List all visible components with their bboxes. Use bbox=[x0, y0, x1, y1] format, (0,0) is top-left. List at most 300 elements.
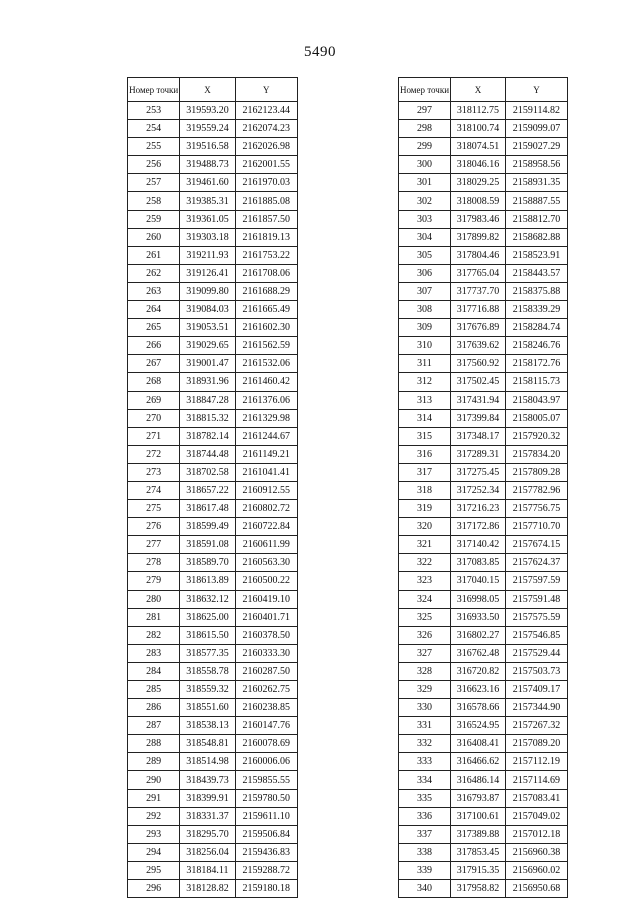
cell-x: 318558.78 bbox=[180, 662, 235, 680]
table-row bbox=[399, 355, 568, 373]
cell-x: 316762.48 bbox=[451, 644, 506, 662]
table-row bbox=[399, 644, 568, 662]
cell-y: 2161708.06 bbox=[235, 264, 297, 282]
table-row bbox=[128, 825, 298, 843]
cell-y: 2157920.32 bbox=[506, 427, 568, 445]
table-row bbox=[399, 681, 568, 699]
cell-y: 2160078.69 bbox=[235, 735, 297, 753]
cell-point-number: 313 bbox=[399, 391, 451, 409]
cell-y: 2160147.76 bbox=[235, 717, 297, 735]
cell-y: 2161562.59 bbox=[235, 337, 297, 355]
cell-point-number: 288 bbox=[128, 735, 180, 753]
cell-x: 319053.51 bbox=[180, 319, 235, 337]
cell-y: 2157591.48 bbox=[506, 590, 568, 608]
cell-x: 318657.22 bbox=[180, 481, 235, 499]
cell-point-number: 272 bbox=[128, 445, 180, 463]
cell-y: 2157344.90 bbox=[506, 699, 568, 717]
cell-x: 317289.31 bbox=[451, 445, 506, 463]
table-row bbox=[128, 174, 298, 192]
cell-x: 319029.65 bbox=[180, 337, 235, 355]
cell-x: 318538.13 bbox=[180, 717, 235, 735]
cell-y: 2157083.41 bbox=[506, 789, 568, 807]
cell-y: 2162074.23 bbox=[235, 120, 297, 138]
table-row bbox=[128, 807, 298, 825]
table-row bbox=[128, 246, 298, 264]
cell-point-number: 271 bbox=[128, 427, 180, 445]
cell-x: 319001.47 bbox=[180, 355, 235, 373]
cell-point-number: 292 bbox=[128, 807, 180, 825]
cell-x: 317275.45 bbox=[451, 463, 506, 481]
cell-point-number: 324 bbox=[399, 590, 451, 608]
table-row bbox=[128, 481, 298, 499]
cell-y: 2160611.99 bbox=[235, 536, 297, 554]
cell-point-number: 336 bbox=[399, 807, 451, 825]
cell-x: 317853.45 bbox=[451, 843, 506, 861]
cell-point-number: 287 bbox=[128, 717, 180, 735]
table-row bbox=[399, 626, 568, 644]
table-row bbox=[128, 156, 298, 174]
table-row bbox=[399, 662, 568, 680]
cell-point-number: 253 bbox=[128, 102, 180, 120]
cell-x: 319099.80 bbox=[180, 282, 235, 300]
table-row bbox=[128, 500, 298, 518]
table-row bbox=[128, 391, 298, 409]
cell-y: 2158812.70 bbox=[506, 210, 568, 228]
cell-point-number: 300 bbox=[399, 156, 451, 174]
cell-y: 2160722.84 bbox=[235, 518, 297, 536]
table-row bbox=[399, 861, 568, 879]
cell-x: 316802.27 bbox=[451, 626, 506, 644]
cell-point-number: 332 bbox=[399, 735, 451, 753]
cell-y: 2160287.50 bbox=[235, 662, 297, 680]
table-header-row bbox=[128, 78, 298, 102]
cell-y: 2160333.30 bbox=[235, 644, 297, 662]
cell-y: 2160006.06 bbox=[235, 753, 297, 771]
cell-x: 318632.12 bbox=[180, 590, 235, 608]
cell-point-number: 270 bbox=[128, 409, 180, 427]
cell-x: 318617.48 bbox=[180, 500, 235, 518]
cell-point-number: 301 bbox=[399, 174, 451, 192]
cell-point-number: 282 bbox=[128, 626, 180, 644]
cell-x: 318615.50 bbox=[180, 626, 235, 644]
cell-y: 2158375.88 bbox=[506, 282, 568, 300]
cell-point-number: 308 bbox=[399, 301, 451, 319]
table-row bbox=[399, 156, 568, 174]
cell-y: 2157674.15 bbox=[506, 536, 568, 554]
table-row bbox=[128, 735, 298, 753]
cell-point-number: 265 bbox=[128, 319, 180, 337]
cell-y: 2157575.59 bbox=[506, 608, 568, 626]
table-row bbox=[399, 735, 568, 753]
cell-point-number: 290 bbox=[128, 771, 180, 789]
cell-y: 2158931.35 bbox=[506, 174, 568, 192]
table-row bbox=[128, 753, 298, 771]
cell-point-number: 337 bbox=[399, 825, 451, 843]
cell-point-number: 283 bbox=[128, 644, 180, 662]
cell-y: 2157782.96 bbox=[506, 481, 568, 499]
table-row bbox=[128, 843, 298, 861]
table-row bbox=[128, 301, 298, 319]
table-header-row bbox=[399, 78, 568, 102]
cell-point-number: 268 bbox=[128, 373, 180, 391]
table-row bbox=[399, 427, 568, 445]
cell-point-number: 323 bbox=[399, 572, 451, 590]
cell-point-number: 340 bbox=[399, 880, 451, 898]
table-row bbox=[399, 174, 568, 192]
cell-y: 2161602.30 bbox=[235, 319, 297, 337]
cell-x: 317716.88 bbox=[451, 301, 506, 319]
cell-point-number: 293 bbox=[128, 825, 180, 843]
cell-point-number: 299 bbox=[399, 138, 451, 156]
cell-point-number: 263 bbox=[128, 282, 180, 300]
cell-x: 318046.16 bbox=[451, 156, 506, 174]
cell-point-number: 280 bbox=[128, 590, 180, 608]
table-row bbox=[128, 644, 298, 662]
cell-x: 318589.70 bbox=[180, 554, 235, 572]
cell-y: 2160378.50 bbox=[235, 626, 297, 644]
cell-y: 2156960.38 bbox=[506, 843, 568, 861]
cell-x: 318439.73 bbox=[180, 771, 235, 789]
cell-point-number: 333 bbox=[399, 753, 451, 771]
cell-x: 318295.70 bbox=[180, 825, 235, 843]
table-row bbox=[399, 880, 568, 898]
table-row bbox=[128, 608, 298, 626]
table-row bbox=[128, 536, 298, 554]
cell-x: 319211.93 bbox=[180, 246, 235, 264]
cell-y: 2161329.98 bbox=[235, 409, 297, 427]
table-row bbox=[399, 120, 568, 138]
cell-x: 317983.46 bbox=[451, 210, 506, 228]
cell-y: 2158339.29 bbox=[506, 301, 568, 319]
table-row bbox=[399, 391, 568, 409]
cell-y: 2157089.20 bbox=[506, 735, 568, 753]
cell-y: 2157834.20 bbox=[506, 445, 568, 463]
table-row bbox=[128, 789, 298, 807]
table-row bbox=[399, 282, 568, 300]
table-body bbox=[399, 102, 568, 898]
table-row bbox=[128, 319, 298, 337]
cell-x: 318577.35 bbox=[180, 644, 235, 662]
table-row bbox=[128, 662, 298, 680]
cell-point-number: 295 bbox=[128, 861, 180, 879]
cell-y: 2159027.29 bbox=[506, 138, 568, 156]
table-row bbox=[128, 880, 298, 898]
cell-x: 317083.85 bbox=[451, 554, 506, 572]
cell-point-number: 289 bbox=[128, 753, 180, 771]
cell-y: 2161857.50 bbox=[235, 210, 297, 228]
cell-point-number: 322 bbox=[399, 554, 451, 572]
table-body bbox=[128, 102, 298, 898]
cell-x: 317639.62 bbox=[451, 337, 506, 355]
cell-y: 2161041.41 bbox=[235, 463, 297, 481]
cell-x: 319461.60 bbox=[180, 174, 235, 192]
cell-y: 2157624.37 bbox=[506, 554, 568, 572]
header-point-number: Номер точки bbox=[128, 78, 180, 102]
table-row bbox=[128, 681, 298, 699]
table-row bbox=[128, 427, 298, 445]
cell-y: 2161970.03 bbox=[235, 174, 297, 192]
cell-x: 316623.16 bbox=[451, 681, 506, 699]
table-row bbox=[399, 608, 568, 626]
cell-point-number: 254 bbox=[128, 120, 180, 138]
page-number: 5490 bbox=[304, 44, 336, 60]
cell-y: 2158005.07 bbox=[506, 409, 568, 427]
cell-x: 319361.05 bbox=[180, 210, 235, 228]
cell-y: 2157546.85 bbox=[506, 626, 568, 644]
table-row bbox=[399, 337, 568, 355]
cell-x: 317915.35 bbox=[451, 861, 506, 879]
cell-point-number: 277 bbox=[128, 536, 180, 554]
cell-y: 2161885.08 bbox=[235, 192, 297, 210]
cell-y: 2157597.59 bbox=[506, 572, 568, 590]
table-row bbox=[399, 264, 568, 282]
cell-x: 319126.41 bbox=[180, 264, 235, 282]
cell-y: 2157114.69 bbox=[506, 771, 568, 789]
cell-x: 319559.24 bbox=[180, 120, 235, 138]
cell-x: 316793.87 bbox=[451, 789, 506, 807]
cell-y: 2157049.02 bbox=[506, 807, 568, 825]
cell-point-number: 304 bbox=[399, 228, 451, 246]
cell-x: 318128.82 bbox=[180, 880, 235, 898]
cell-x: 318847.28 bbox=[180, 391, 235, 409]
table-row bbox=[128, 626, 298, 644]
cell-y: 2161819.13 bbox=[235, 228, 297, 246]
cell-x: 318591.08 bbox=[180, 536, 235, 554]
cell-point-number: 258 bbox=[128, 192, 180, 210]
table-row bbox=[399, 825, 568, 843]
table-row bbox=[399, 246, 568, 264]
cell-x: 318331.37 bbox=[180, 807, 235, 825]
cell-y: 2157012.18 bbox=[506, 825, 568, 843]
cell-y: 2157809.28 bbox=[506, 463, 568, 481]
table-row bbox=[399, 102, 568, 120]
cell-point-number: 274 bbox=[128, 481, 180, 499]
cell-x: 317804.46 bbox=[451, 246, 506, 264]
header-y: Y bbox=[506, 78, 568, 102]
cell-x: 317676.89 bbox=[451, 319, 506, 337]
cell-x: 319516.58 bbox=[180, 138, 235, 156]
table-row bbox=[128, 120, 298, 138]
cell-point-number: 296 bbox=[128, 880, 180, 898]
cell-x: 318559.32 bbox=[180, 681, 235, 699]
cell-x: 317765.04 bbox=[451, 264, 506, 282]
cell-x: 318702.58 bbox=[180, 463, 235, 481]
cell-point-number: 285 bbox=[128, 681, 180, 699]
cell-point-number: 316 bbox=[399, 445, 451, 463]
cell-point-number: 307 bbox=[399, 282, 451, 300]
cell-x: 316486.14 bbox=[451, 771, 506, 789]
cell-point-number: 311 bbox=[399, 355, 451, 373]
cell-x: 318399.91 bbox=[180, 789, 235, 807]
table-row bbox=[128, 572, 298, 590]
header-point-number: Номер точки bbox=[399, 78, 451, 102]
cell-point-number: 276 bbox=[128, 518, 180, 536]
cell-y: 2159780.50 bbox=[235, 789, 297, 807]
table-row bbox=[399, 554, 568, 572]
cell-point-number: 302 bbox=[399, 192, 451, 210]
cell-x: 318613.89 bbox=[180, 572, 235, 590]
table-row bbox=[399, 500, 568, 518]
cell-point-number: 259 bbox=[128, 210, 180, 228]
coordinates-table-left bbox=[127, 77, 298, 898]
cell-x: 318548.81 bbox=[180, 735, 235, 753]
cell-x: 318551.60 bbox=[180, 699, 235, 717]
table-row bbox=[128, 717, 298, 735]
cell-point-number: 327 bbox=[399, 644, 451, 662]
cell-point-number: 338 bbox=[399, 843, 451, 861]
cell-y: 2162001.55 bbox=[235, 156, 297, 174]
cell-y: 2157710.70 bbox=[506, 518, 568, 536]
cell-point-number: 315 bbox=[399, 427, 451, 445]
table-row bbox=[399, 463, 568, 481]
table-row bbox=[128, 409, 298, 427]
cell-point-number: 291 bbox=[128, 789, 180, 807]
header-y: Y bbox=[235, 78, 297, 102]
table-row bbox=[399, 301, 568, 319]
cell-y: 2160401.71 bbox=[235, 608, 297, 626]
cell-point-number: 264 bbox=[128, 301, 180, 319]
cell-y: 2159436.83 bbox=[235, 843, 297, 861]
cell-point-number: 319 bbox=[399, 500, 451, 518]
cell-y: 2159506.84 bbox=[235, 825, 297, 843]
cell-point-number: 312 bbox=[399, 373, 451, 391]
table-row bbox=[128, 554, 298, 572]
cell-point-number: 279 bbox=[128, 572, 180, 590]
cell-y: 2161665.49 bbox=[235, 301, 297, 319]
cell-y: 2161460.42 bbox=[235, 373, 297, 391]
cell-y: 2159611.10 bbox=[235, 807, 297, 825]
cell-y: 2161688.29 bbox=[235, 282, 297, 300]
cell-y: 2158682.88 bbox=[506, 228, 568, 246]
cell-point-number: 286 bbox=[128, 699, 180, 717]
table-row bbox=[399, 409, 568, 427]
cell-x: 318074.51 bbox=[451, 138, 506, 156]
cell-x: 318029.25 bbox=[451, 174, 506, 192]
table-row bbox=[399, 228, 568, 246]
table-row bbox=[399, 699, 568, 717]
cell-point-number: 331 bbox=[399, 717, 451, 735]
cell-y: 2157529.44 bbox=[506, 644, 568, 662]
table-row bbox=[399, 843, 568, 861]
cell-y: 2160419.10 bbox=[235, 590, 297, 608]
cell-y: 2160802.72 bbox=[235, 500, 297, 518]
table-row bbox=[128, 102, 298, 120]
cell-point-number: 326 bbox=[399, 626, 451, 644]
header-x: X bbox=[180, 78, 235, 102]
cell-x: 317431.94 bbox=[451, 391, 506, 409]
table-row bbox=[128, 518, 298, 536]
cell-y: 2157409.17 bbox=[506, 681, 568, 699]
cell-y: 2162123.44 bbox=[235, 102, 297, 120]
coordinates-table-right bbox=[398, 77, 568, 898]
cell-x: 317040.15 bbox=[451, 572, 506, 590]
cell-point-number: 317 bbox=[399, 463, 451, 481]
cell-y: 2161532.06 bbox=[235, 355, 297, 373]
cell-y: 2161244.67 bbox=[235, 427, 297, 445]
table-row bbox=[399, 807, 568, 825]
cell-point-number: 266 bbox=[128, 337, 180, 355]
cell-y: 2159180.18 bbox=[235, 880, 297, 898]
cell-point-number: 267 bbox=[128, 355, 180, 373]
cell-x: 317216.23 bbox=[451, 500, 506, 518]
cell-point-number: 262 bbox=[128, 264, 180, 282]
cell-x: 318112.75 bbox=[451, 102, 506, 120]
cell-y: 2157112.19 bbox=[506, 753, 568, 771]
cell-x: 319593.20 bbox=[180, 102, 235, 120]
table-row bbox=[128, 445, 298, 463]
cell-y: 2157756.75 bbox=[506, 500, 568, 518]
cell-y: 2158172.76 bbox=[506, 355, 568, 373]
table-row bbox=[399, 210, 568, 228]
cell-y: 2156950.68 bbox=[506, 880, 568, 898]
cell-y: 2160238.85 bbox=[235, 699, 297, 717]
cell-x: 318599.49 bbox=[180, 518, 235, 536]
cell-point-number: 329 bbox=[399, 681, 451, 699]
cell-x: 318514.98 bbox=[180, 753, 235, 771]
table-row bbox=[128, 228, 298, 246]
cell-point-number: 320 bbox=[399, 518, 451, 536]
cell-point-number: 328 bbox=[399, 662, 451, 680]
cell-x: 319084.03 bbox=[180, 301, 235, 319]
cell-x: 317560.92 bbox=[451, 355, 506, 373]
cell-y: 2159855.55 bbox=[235, 771, 297, 789]
cell-point-number: 303 bbox=[399, 210, 451, 228]
cell-x: 317737.70 bbox=[451, 282, 506, 300]
cell-point-number: 269 bbox=[128, 391, 180, 409]
table-row bbox=[399, 572, 568, 590]
cell-y: 2156960.02 bbox=[506, 861, 568, 879]
cell-point-number: 278 bbox=[128, 554, 180, 572]
header-x: X bbox=[451, 78, 506, 102]
cell-y: 2158043.97 bbox=[506, 391, 568, 409]
table-row bbox=[399, 536, 568, 554]
cell-point-number: 334 bbox=[399, 771, 451, 789]
cell-x: 317100.61 bbox=[451, 807, 506, 825]
cell-y: 2161753.22 bbox=[235, 246, 297, 264]
cell-x: 319488.73 bbox=[180, 156, 235, 174]
cell-point-number: 306 bbox=[399, 264, 451, 282]
cell-x: 316578.66 bbox=[451, 699, 506, 717]
cell-point-number: 284 bbox=[128, 662, 180, 680]
cell-x: 317502.45 bbox=[451, 373, 506, 391]
cell-y: 2160500.22 bbox=[235, 572, 297, 590]
table-row bbox=[128, 210, 298, 228]
cell-x: 317958.82 bbox=[451, 880, 506, 898]
cell-x: 316524.95 bbox=[451, 717, 506, 735]
table-row bbox=[399, 192, 568, 210]
table-row bbox=[128, 337, 298, 355]
table-row bbox=[399, 717, 568, 735]
cell-y: 2159099.07 bbox=[506, 120, 568, 138]
cell-x: 317172.86 bbox=[451, 518, 506, 536]
cell-point-number: 294 bbox=[128, 843, 180, 861]
table-row bbox=[128, 282, 298, 300]
cell-y: 2158887.55 bbox=[506, 192, 568, 210]
cell-y: 2158246.76 bbox=[506, 337, 568, 355]
cell-y: 2161376.06 bbox=[235, 391, 297, 409]
table-row bbox=[128, 192, 298, 210]
cell-point-number: 305 bbox=[399, 246, 451, 264]
cell-point-number: 297 bbox=[399, 102, 451, 120]
cell-point-number: 256 bbox=[128, 156, 180, 174]
cell-x: 317389.88 bbox=[451, 825, 506, 843]
table-row bbox=[399, 319, 568, 337]
cell-x: 316466.62 bbox=[451, 753, 506, 771]
cell-x: 318256.04 bbox=[180, 843, 235, 861]
cell-x: 317252.34 bbox=[451, 481, 506, 499]
cell-y: 2160912.55 bbox=[235, 481, 297, 499]
table-row bbox=[128, 264, 298, 282]
